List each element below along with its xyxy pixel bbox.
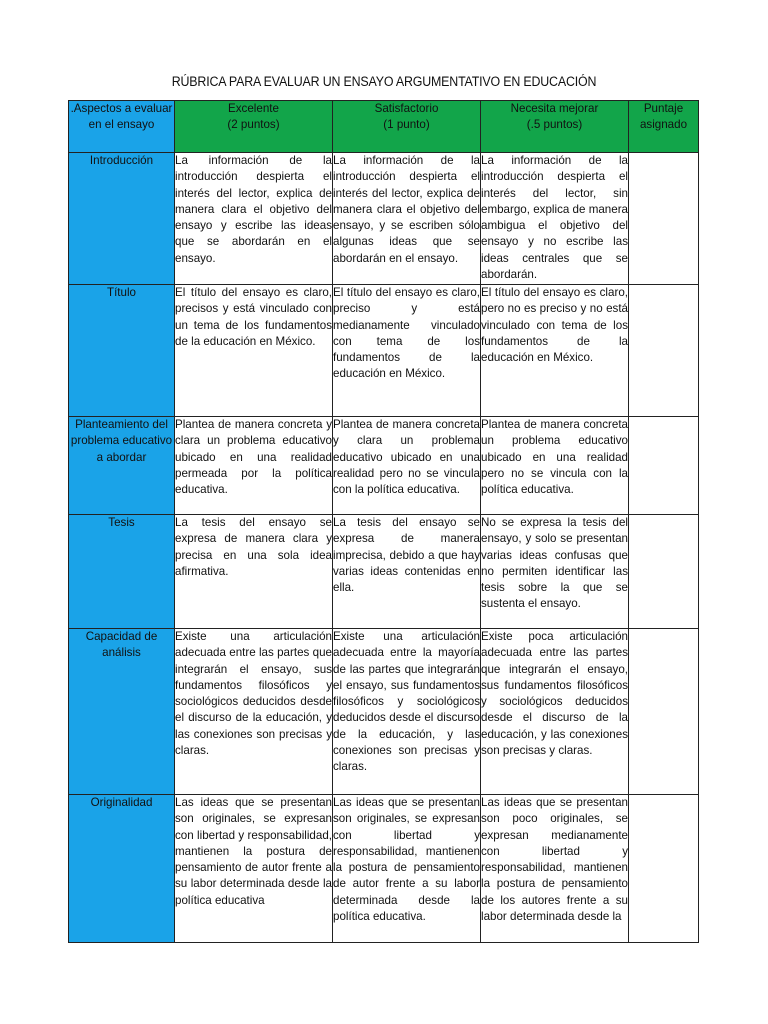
aspect-tesis: Tesis (69, 515, 175, 629)
header-satisfactory (333, 101, 481, 153)
aspect-capacidad-analisis: Capacidad de análisis (69, 629, 175, 795)
criterion-excellent: Existe una articulación adecuada entre las partes que integrarán el ensayo, sus fundamentos filosóficos y sociológicos deducidos desde el discurso de la educación, y las conexiones son precisas y claras. (175, 629, 333, 795)
header-satisfactory-points: (1 punto) (383, 118, 430, 132)
score-cell[interactable] (629, 629, 699, 795)
table-row (69, 417, 699, 515)
criterion-satisfactory: La tesis del ensayo se expresa de manera imprecisa, debido a que hay varias ideas contenidas en ella. (333, 515, 481, 629)
score-cell[interactable] (629, 285, 699, 417)
header-needs-improvement (481, 101, 629, 153)
header-excellent-label: Excelente (228, 102, 279, 115)
score-cell[interactable] (629, 515, 699, 629)
criterion-needs-improvement: Existe poca articulación adecuada entre las partes que integrarán el ensayo, sus fundamentos filosóficos y sociológicos deducidos desde el discurso de la educación, y las conexiones son precisas y claras. (481, 629, 629, 795)
criterion-satisfactory: La información de la introducción despierta el interés del lector, explica de manera clara el objetivo del ensayo, y se escriben sólo algunas ideas que se abordarán en el ensayo. (333, 153, 481, 285)
criterion-satisfactory: Las ideas que se presentan son originales, se expresan con libertad y responsabilidad, mantienen la postura de pensamiento de autor frente a su labor determinada desde la política educativa. (333, 795, 481, 943)
aspect-titulo: Título (69, 285, 175, 417)
header-score: Puntaje asignado (629, 101, 699, 153)
header-needs-improvement-label: Necesita mejorar (510, 102, 599, 115)
header-satisfactory-label: Satisfactorio (374, 102, 439, 115)
criterion-satisfactory: El título del ensayo es claro, preciso y está medianamente vinculado con tema de los fundamentos de la educación en México. (333, 285, 481, 417)
aspect-planteamiento: Planteamiento del problema educativo a abordar (69, 417, 175, 515)
table-row (69, 153, 699, 285)
page-title: RÚBRICA PARA EVALUAR UN ENSAYO ARGUMENTATIVO EN EDUCACIÓN (171, 74, 597, 89)
criterion-excellent: La tesis del ensayo se expresa de manera clara y precisa en una sola idea afirmativa. (175, 515, 333, 629)
criterion-needs-improvement: La información de la introducción despierta el interés del lector, sin embargo, explica de manera ambigua el objetivo del ensayo y no escribe las ideas centrales que se abordarán. (481, 153, 629, 285)
header-excellent-points: (2 puntos) (227, 118, 280, 132)
criterion-needs-improvement: El título del ensayo es claro, pero no es preciso y no está vinculado con tema de los fundamentos de la educación en México. (481, 285, 629, 417)
criterion-satisfactory: Plantea de manera concreta y clara un problema educativo ubicado en una realidad pero no se vincula con la política educativa. (333, 417, 481, 515)
criterion-needs-improvement: Las ideas que se presentan son poco originales, se expresan medianamente con libertad y responsabilidad, mantienen la postura de pensamiento de los autores frente a su labor determinada desde la (481, 795, 629, 943)
table-row (69, 795, 699, 943)
table-row (69, 515, 699, 629)
aspect-introduccion: Introducción (69, 153, 175, 285)
criterion-excellent: Las ideas que se presentan son originales, se expresan con libertad y responsabilidad, mantienen la postura de pensamiento de autor frente a su labor determinada desde la política educativa (175, 795, 333, 943)
criterion-excellent: Plantea de manera concreta y clara un problema educativo ubicado en una realidad permeada por la política educativa. (175, 417, 333, 515)
table-row (69, 285, 699, 417)
criterion-satisfactory: Existe una articulación adecuada entre la mayoría de las partes que integrarán el ensayo, sus fundamentos filosóficos y sociológicos deducidos desde el discurso de la educación, y las conexiones son precisas y claras. (333, 629, 481, 795)
rubric-table (68, 100, 699, 943)
aspect-originalidad: Originalidad (69, 795, 175, 943)
header-needs-improvement-points: (.5 puntos) (526, 118, 583, 132)
header-excellent (175, 101, 333, 153)
criterion-excellent: El título del ensayo es claro, precisos y está vinculado con un tema de los fundamentos de la educación en México. (175, 285, 333, 417)
header-aspects: .Aspectos a evaluar en el ensayo (69, 101, 175, 153)
criterion-needs-improvement: Plantea de manera concreta un problema educativo ubicado en una realidad pero no se vincula con la política educativa. (481, 417, 629, 515)
header-row (69, 101, 699, 153)
criterion-excellent: La información de la introducción despierta el interés del lector, explica de manera clara el objetivo del ensayo y escribe las ideas que se abordarán en el ensayo. (175, 153, 333, 285)
criterion-needs-improvement: No se expresa la tesis del ensayo, y solo se presentan varias ideas confusas que no permiten identificar las tesis sobre la que se sustenta el ensayo. (481, 515, 629, 629)
score-cell[interactable] (629, 417, 699, 515)
table-row (69, 629, 699, 795)
score-cell[interactable] (629, 153, 699, 285)
score-cell[interactable] (629, 795, 699, 943)
